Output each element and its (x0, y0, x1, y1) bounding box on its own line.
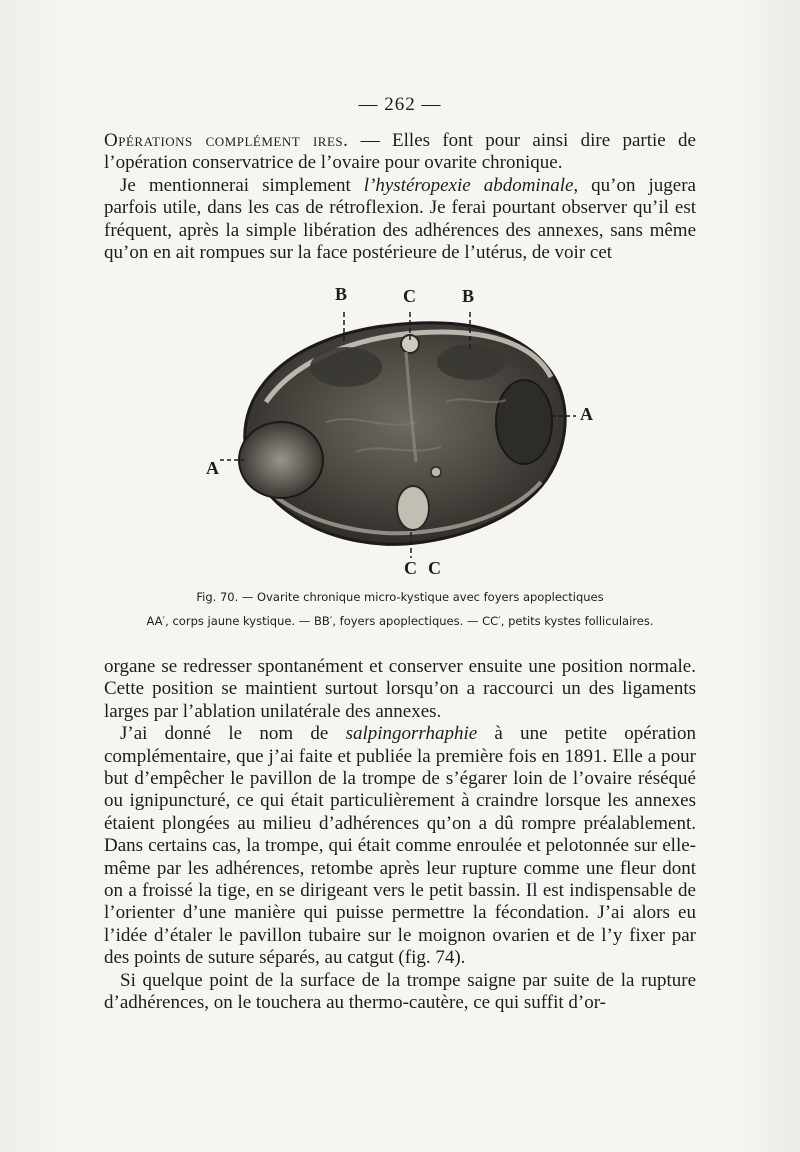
figure-label-c: C (403, 286, 416, 306)
figure-label-b-prime: B (462, 286, 475, 306)
paragraph-continuation: organe se redresser spontanément et conserver ensuite une position normale. Cette position se maintient surtout lorsqu’on a raccourci un des ligaments larges par l’ablation unilatérale des annexes. (104, 656, 696, 722)
figure-label-b: B (335, 284, 348, 304)
paragraph-salpingorrhaphie (104, 723, 696, 969)
figure-label-a: A (206, 458, 219, 478)
text-block-bottom (104, 656, 696, 1015)
figure-label-c-second: C (428, 558, 441, 578)
ovary-engraving (206, 282, 606, 582)
emphasis-term: l’hystéropexie abdominale (363, 174, 574, 196)
figure-label-c-prime: C (404, 558, 417, 578)
page-number: — 262 — (358, 94, 442, 115)
section-heading: Opérations complément ires. (104, 130, 349, 151)
figure-label-a-prime: A (580, 404, 593, 424)
paragraph-thermocautere: Si quelque point de la surface de la trompe saigne par suite de la rupture d’adhérences, on le touchera au thermo-cautère, ce qui suffit d’or- (104, 969, 696, 1014)
paragraph-operations (104, 130, 696, 175)
paragraph-hysteropexie (104, 175, 696, 265)
paragraph-text: — Elles font pour ainsi dire partie de l’opération conservatrice de l’ovaire pour ovarite chronique. (104, 130, 696, 174)
paragraph-text: Je mentionnerai simplement (120, 174, 364, 196)
figure-caption-legend: AA′, corps jaune kystique. — BB′, foyers apoplectiques. — CC′, petits kystes folliculaires. (146, 614, 654, 628)
figure-caption-title: Fig. 70. — Ovarite chronique micro-kystique avec foyers apoplectiques (196, 590, 604, 604)
figure-ovary-illustration (206, 282, 606, 582)
paragraph-text: à une petite opération complémentaire, que j’ai faite et publiée la première fois en 1891. Elle a pour but d’empêcher le pavillon de la trompe de s’égarer loin de l’ovaire réséqué ou ignipuncturé, ce qui était particulièrement à craindre lorsque les annexes étaient plongées au milieu d’adhérences qu’on a dû rompre préalablement. Dans certains cas, la trompe, qui était comme enroulée et pelotonnée sur elle-même par les adhérences, retombe après leur rupture comme une fleur dont on a froissé la tige, en se dirigeant vers le petit bassin. Il est indispensable de l’orienter d’une manière qui puisse permettre la fécondation. J’ai alors eu l’idée d’étaler le pavillon tubaire sur le moignon ovarien et de l’y fixer par des points de suture séparés, au catgut (fig. 74). (104, 723, 696, 969)
emphasis-term: salpingorrhaphie (345, 723, 478, 745)
paragraph-text: , qu’on jugera parfois utile, dans les cas de rétroflexion. Je ferai pourtant observer qu’il est fréquent, après la simple libération des adhérences des annexes, sans même qu’on en ait rompues sur la face postérieure de l’utérus, de voir cet (104, 174, 696, 264)
paragraph-text: J’ai donné le nom de (120, 723, 346, 745)
text-block-top (104, 130, 696, 264)
